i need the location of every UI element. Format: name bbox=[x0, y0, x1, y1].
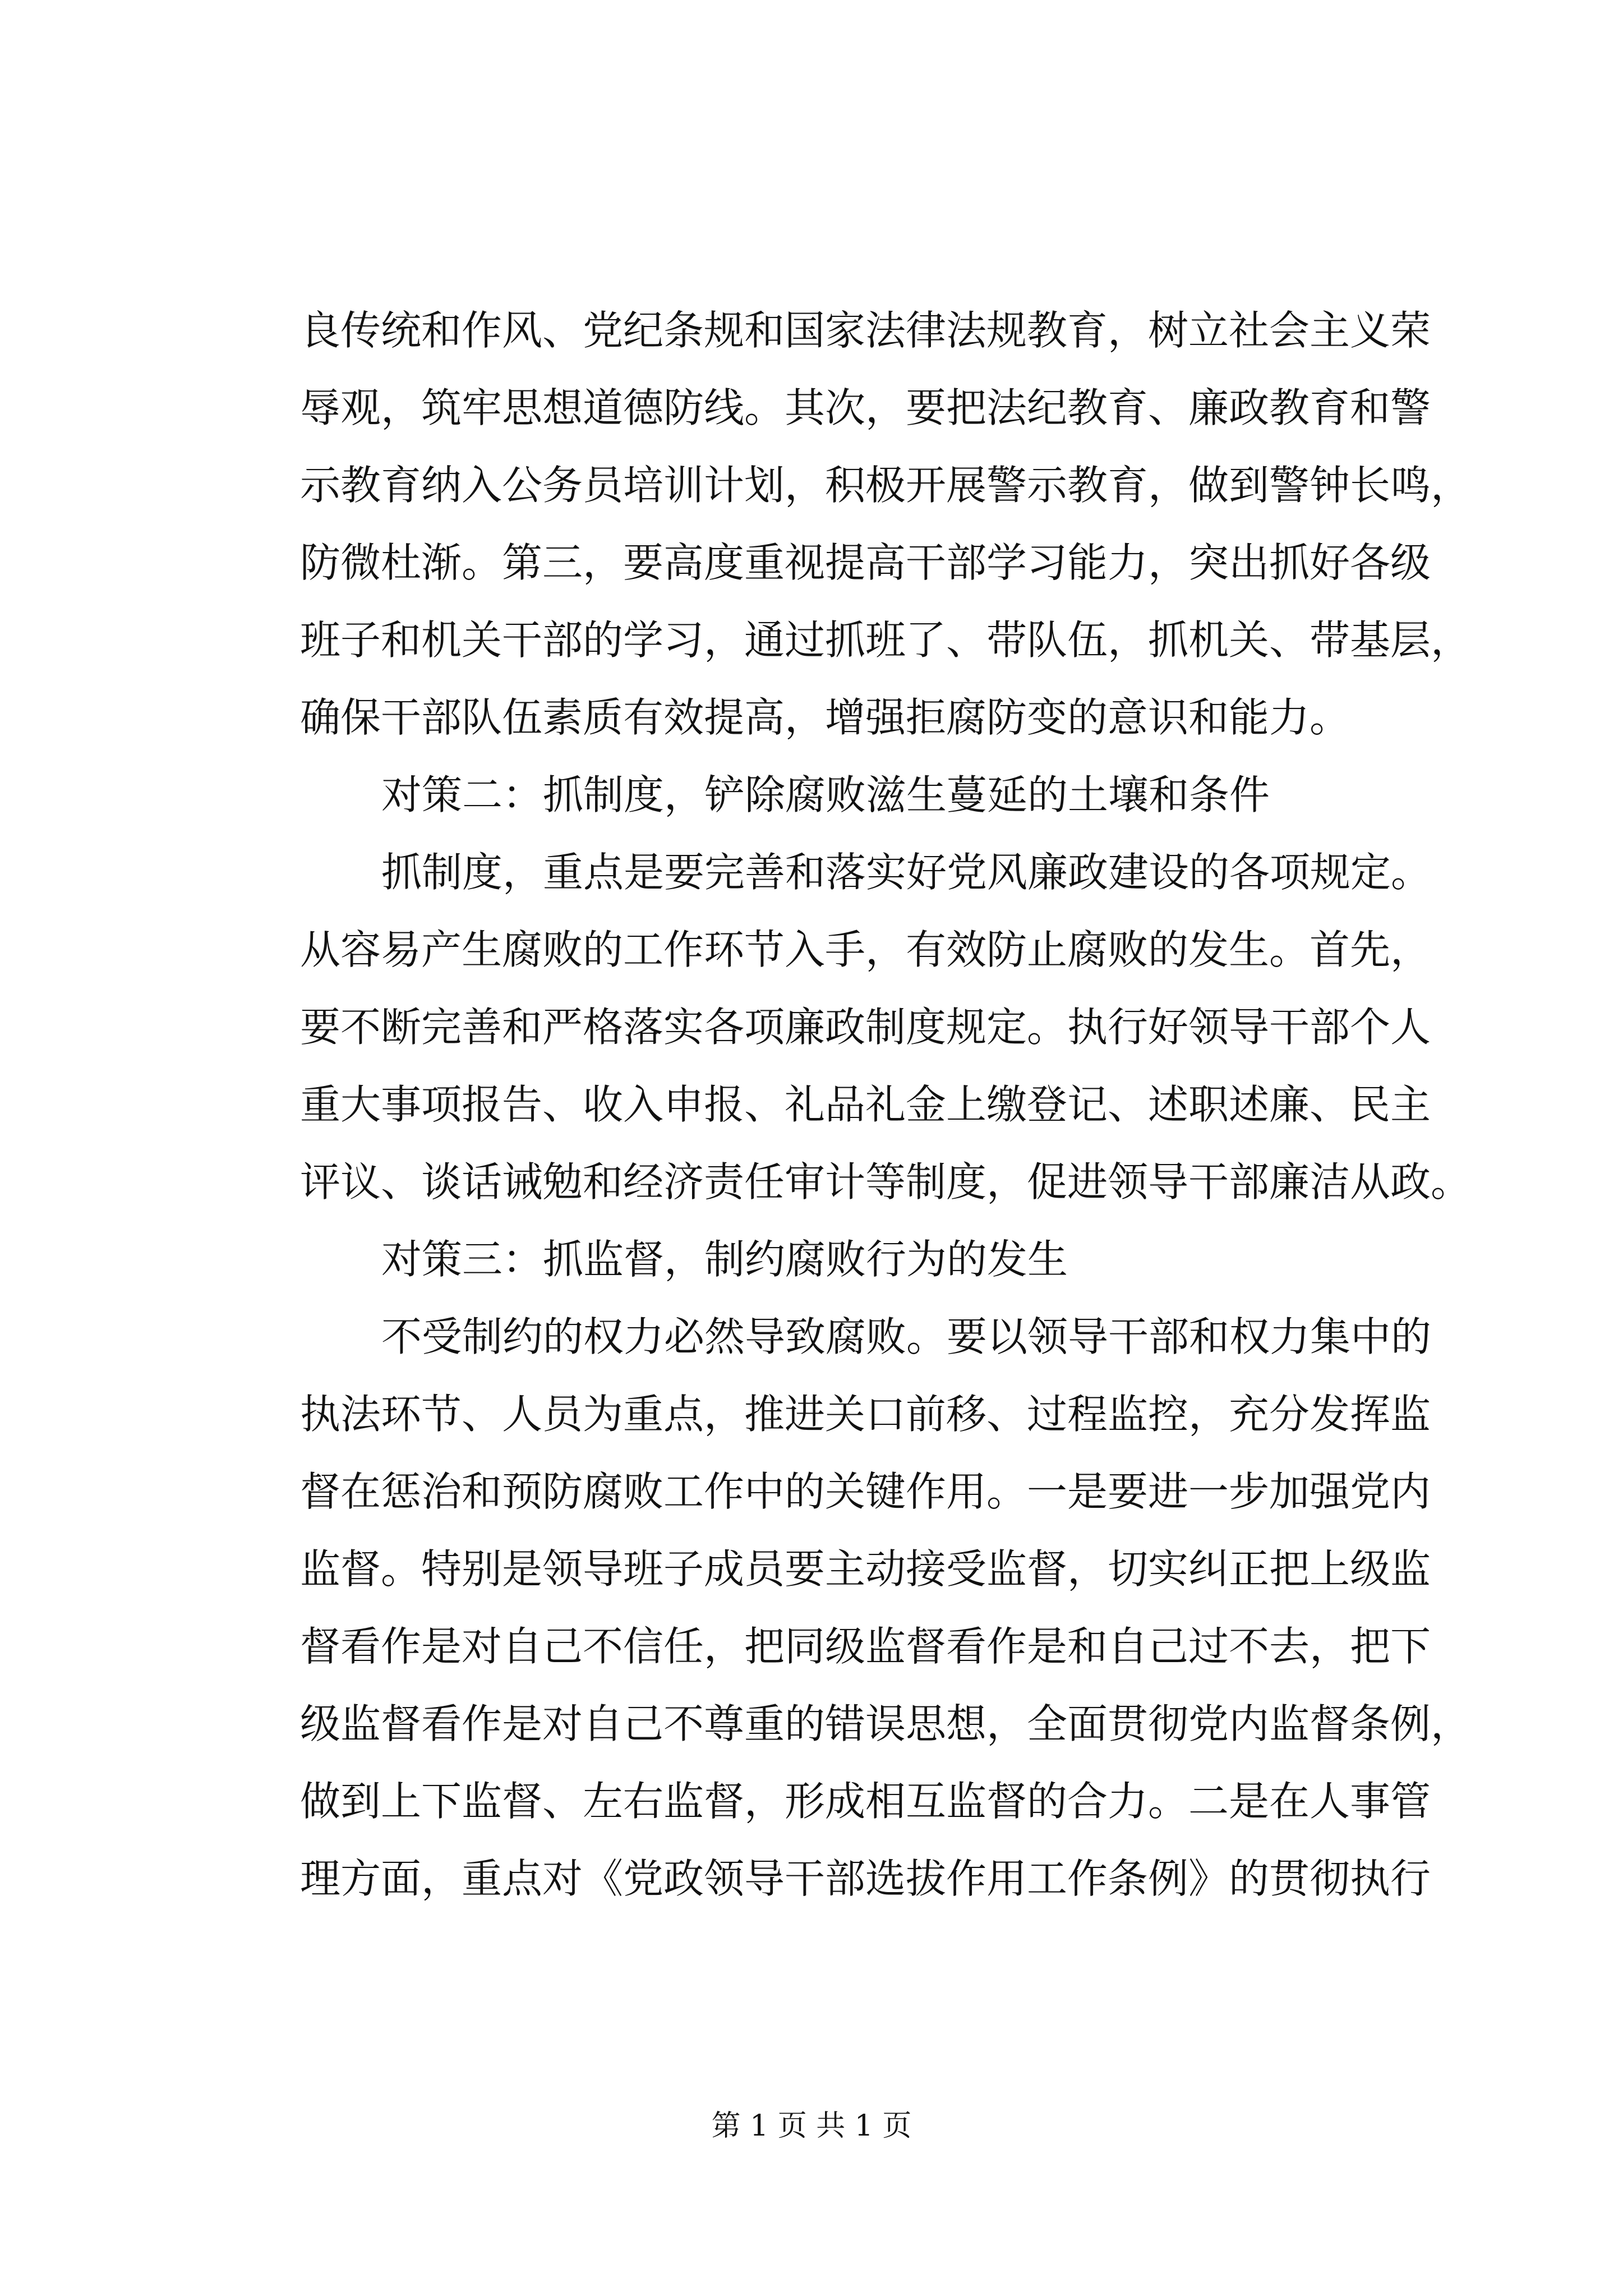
text-line: 对策三：抓监督，制约腐败行为的发生 bbox=[381, 1236, 1068, 1283]
text-line: 要不断完善和严格落实各项廉政制度规定。执行好领导干部个人 bbox=[300, 1004, 1431, 1051]
text-line: 抓制度，重点是要完善和落实好党风廉政建设的各项规定。 bbox=[381, 849, 1432, 896]
text-line: 督在惩治和预防腐败工作中的关键作用。一是要进一步加强党内 bbox=[300, 1468, 1431, 1515]
text-line: 监督。特别是领导班子成员要主动接受监督，切实纠正把上级监 bbox=[300, 1545, 1431, 1593]
text-line: 对策二：抓制度，铲除腐败滋生蔓延的土壤和条件 bbox=[381, 771, 1270, 818]
text-line: 理方面，重点对《党政领导干部选拔作用工作条例》的贯彻执行 bbox=[300, 1855, 1431, 1902]
text-line: 辱观，筑牢思想道德防线。其次，要把法纪教育、廉政教育和警 bbox=[300, 384, 1431, 431]
text-line: 防微杜渐。第三，要高度重视提高干部学习能力，突出抓好各级 bbox=[300, 539, 1431, 586]
document-body bbox=[300, 292, 1472, 1917]
text-line: 做到上下监督、左右监督，形成相互监督的合力。二是在人事管 bbox=[300, 1778, 1431, 1825]
page-footer: 第 1 页 共 1 页 bbox=[711, 2109, 912, 2143]
text-line: 确保干部队伍素质有效提高，增强拒腐防变的意识和能力。 bbox=[300, 694, 1350, 741]
text-line: 不受制约的权力必然导致腐败。要以领导干部和权力集中的 bbox=[381, 1313, 1432, 1360]
text-line: 执法环节、人员为重点，推进关口前移、过程监控，充分发挥监 bbox=[300, 1391, 1431, 1438]
text-line: 班子和机关干部的学习，通过抓班了、带队伍，抓机关、带基层， bbox=[300, 616, 1472, 664]
text-line: 督看作是对自己不信任，把同级监督看作是和自己过不去，把下 bbox=[300, 1623, 1431, 1670]
text-line: 重大事项报告、收入申报、礼品礼金上缴登记、述职述廉、民主 bbox=[300, 1081, 1431, 1128]
text-line: 从容易产生腐败的工作环节入手，有效防止腐败的发生。首先， bbox=[300, 926, 1431, 973]
text-line: 级监督看作是对自己不尊重的错误思想，全面贯彻党内监督条例， bbox=[300, 1700, 1472, 1747]
text-line: 示教育纳入公务员培训计划，积极开展警示教育，做到警钟长鸣， bbox=[300, 462, 1472, 509]
text-line: 评议、谈话诫勉和经济责任审计等制度，促进领导干部廉洁从政。 bbox=[300, 1158, 1472, 1205]
text-line: 良传统和作风、党纪条规和国家法律法规教育，树立社会主义荣 bbox=[300, 307, 1431, 354]
